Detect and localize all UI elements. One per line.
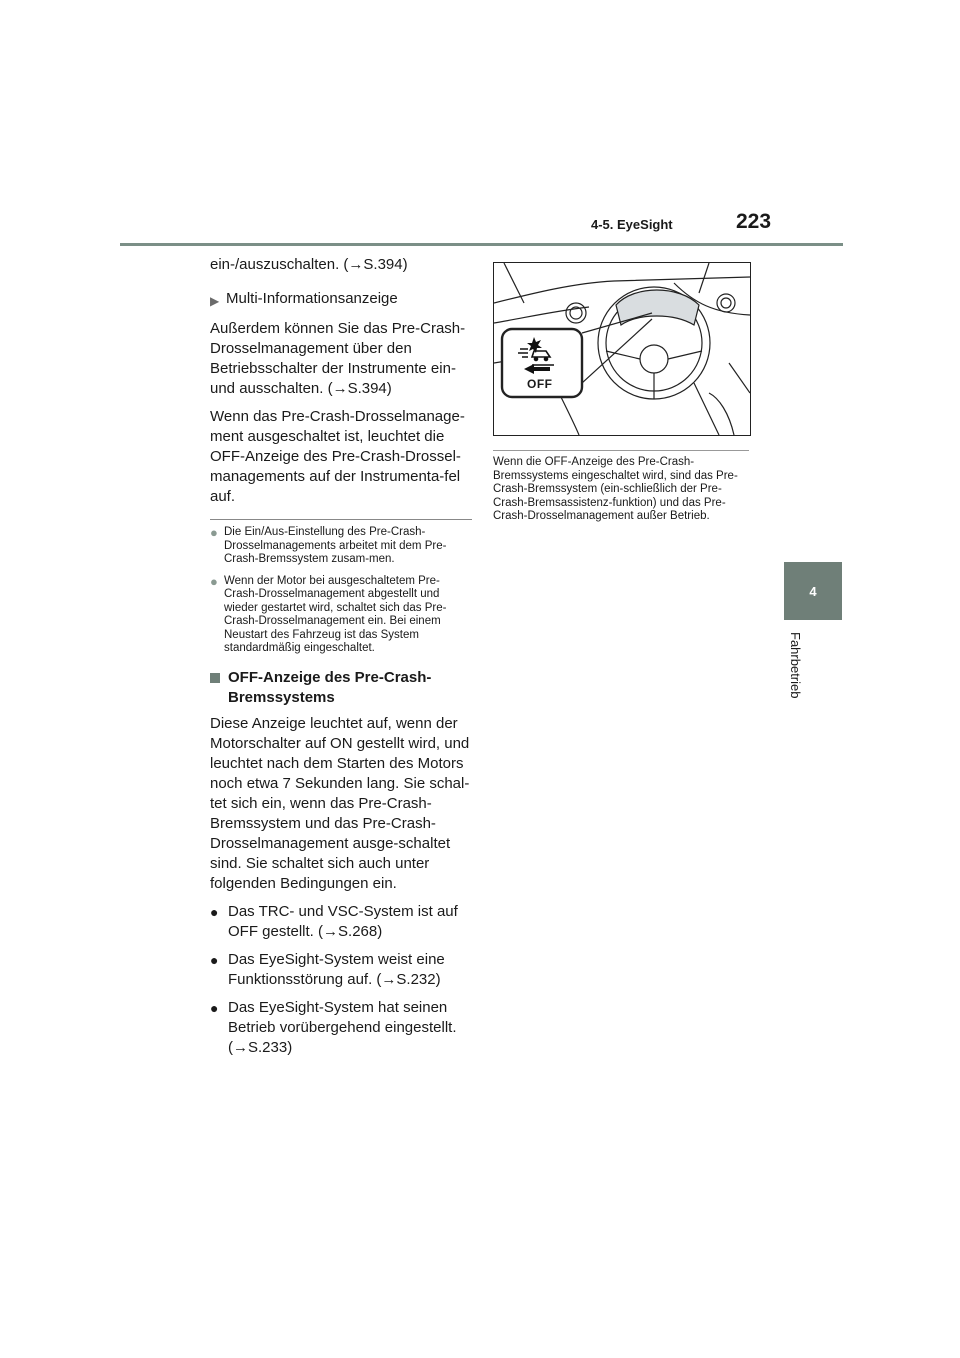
bullet-text: Das EyeSight-System hat seinen Betrieb vorübergehend eingestellt. (→S.233) [228,998,457,1056]
arrow-list-item [210,289,472,311]
caption-rule [493,450,749,451]
note-text: Die Ein/Aus-Einstellung des Pre-Crash-Drosselmanagements arbeitet mit dem Pre-Crash-Bremssystem zusam-men. [224,526,447,565]
bullet-icon: ● [210,999,219,1016]
page-number: 223 [736,210,772,233]
note-item [210,575,472,656]
note-dot-icon: ● [210,573,218,589]
header-rule [120,243,843,246]
paragraph-off-indicator: Wenn das Pre-Crash-Drosselmanage-ment ausgeschaltet ist, leuchtet die OFF-Anzeige des Pre-Crash-Drossel-managements auf der Instrumenta-fel auf. [210,408,465,505]
chapter-tab[interactable] [784,562,842,620]
paragraph-indicator: Diese Anzeige leuchtet auf, wenn der Motorschalter auf ON gestellt wird, und leuchtet nach dem Starten des Motors noch etwa 7 Sekunden lang. Sie schal-tet sich ein, wenn das Pre-Crash-Bremssystem und das Pre-Crash-Drosselmanagement ausge-schaltet sind. Sie schaltet sich auch unter folgenden Bedingungen ein. [210,714,470,892]
paragraph-reference: ein-/auszuschalten. (→S.394) [210,256,408,273]
notes-box [210,519,472,656]
section-heading [210,668,472,708]
dashboard-illustration [493,262,751,436]
arrow-icon: ▶ [210,294,220,308]
arrow-list-text: Multi-Informationsanzeige [226,290,398,307]
bullet-icon: ● [210,903,219,920]
illustration-caption: Wenn die OFF-Anzeige des Pre-Crash-Bremssystems eingeschaltet wird, sind das Pre-Crash-Bremssystem (ein-schließlich der Pre-Crash-Bremsassistenz-funktion) und das Pre-Crash-Drosselmanagement außer Betrieb. [493,456,738,522]
left-column [210,255,472,1066]
section-heading-text: OFF-Anzeige des Pre-Crash-Bremssystems [228,668,432,706]
bullet-text: Das TRC- und VSC-System ist auf OFF gestellt. (→S.268) [228,902,458,940]
chapter-tab-number: 4 [809,584,817,599]
chapter-label: Fahrbetrieb [788,632,803,699]
bullet-icon: ● [210,951,219,968]
note-dot-icon: ● [210,525,218,540]
bullet-text: Das EyeSight-System weist eine Funktionsstörung auf. (→S.232) [228,950,445,988]
note-item [210,526,472,567]
off-indicator-label: OFF [527,377,553,391]
bullet-item [210,902,472,942]
dashboard-drawing [494,263,750,435]
bullet-item [210,998,472,1058]
right-column [493,262,751,524]
note-text: Wenn der Motor bei ausgeschaltetem Pre-Crash-Drosselmanagement abgestellt und wieder gestartet wird, schaltet sich das Pre-Crash-Drosselmanagement ein. Bei einem Neustart des Fahrzeug ist das System standardmäßig eingeschaltet. [224,574,447,654]
heading-square-icon [210,673,220,683]
paragraph-switch: Außerdem können Sie das Pre-Crash-Drosselmanagement über den Betriebsschalter der Instrumente ein- und ausschalten. (→S.394) [210,320,466,397]
header-section: 4-5. EyeSight [591,217,673,232]
bullet-item [210,950,472,990]
